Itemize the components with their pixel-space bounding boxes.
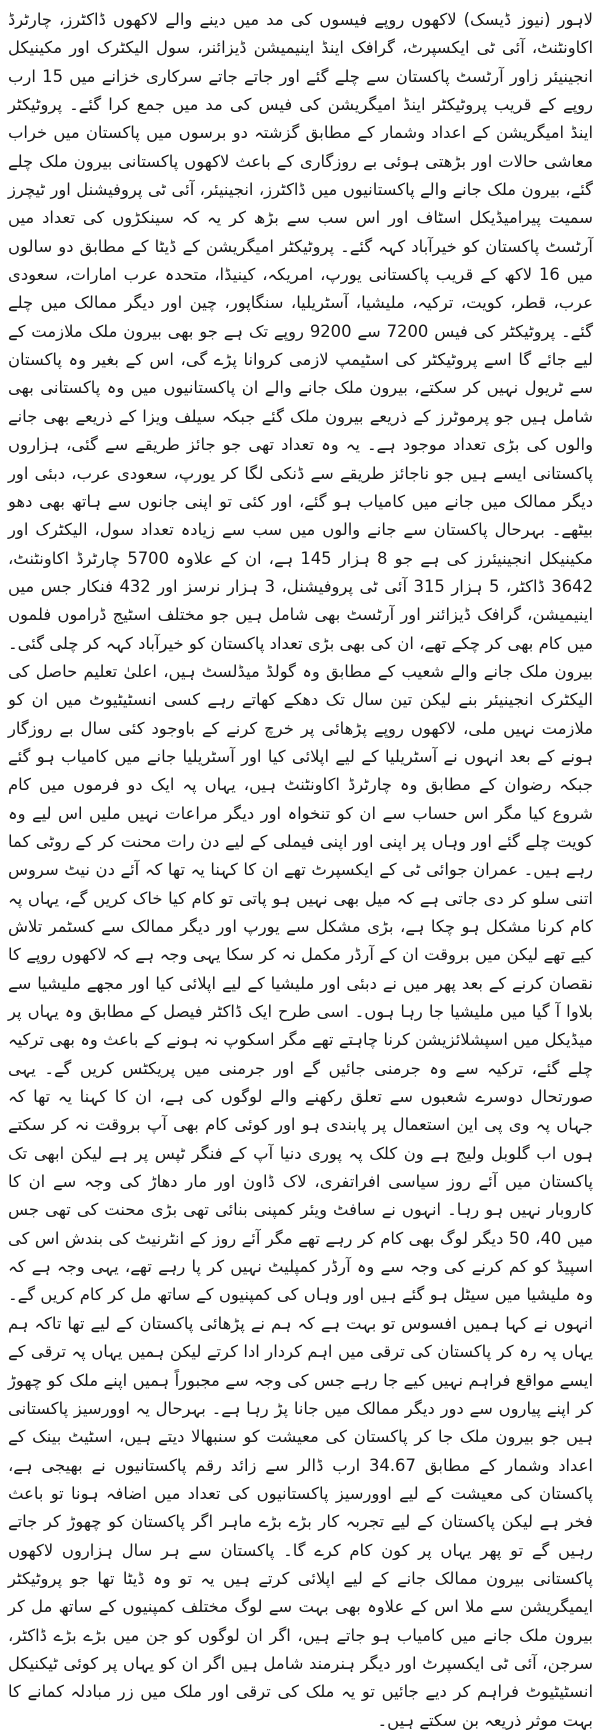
article-body: لاہور (نیوز ڈیسک) لاکھوں روپے فیسوں کی مد میں دینے والے لاکھوں ڈاکٹرز، چارٹرڈ اکاونٹنٹ، آئی ٹی ایکسپرٹ، گرافک اینڈ اینیمیشن ڈیزائنر، سول الیکٹرک اور مکینیکل انجینیئر زاور آرٹسٹ پاکستان سے چلے گئے اور جاتے جاتے سرکاری خزانے میں 15 ارب روپے کے قریب پروٹیکٹر اینڈ امیگریشن کی فیس کی مد میں جمع کرا گئے۔ پروٹیکٹر اینڈ امیگریشن کے اعداد وشمار کے مطابق گزشتہ دو برسوں میں پاکستان میں خراب معاشی حالات اور بڑھتی ہوئی بے روزگاری کے باعث لاکھوں پاکستانی بیرون ملک چلے گئے، بیرون ملک جانے والے پاکستانیوں میں ڈاکٹرز، انجینیئر، آئی ٹی پروفیشنل اور ٹیچرز سمیت پیرامیڈیکل اسٹاف اور اس سب سے بڑھ کر یہ کہ سینکڑوں کی تعداد میں آرٹسٹ پاکستان کو خیرآباد کہہ گئے۔ پروٹیکٹر امیگریشن کے ڈیٹا کے مطابق دو سالوں میں 16 لاکھ کے قریب پاکستانی یورپ، امریکہ، کینیڈا، متحدہ عرب امارات، سعودی عرب، قطر، کویت، ترکیہ، ملیشیا، آسٹریلیا، سنگاپور، چین اور دیگر ممالک میں چلے گئے۔ پروٹیکٹر کی فیس 7200 سے 9200 روپے تک ہے جو بھی بیرون ملک ملازمت کے لیے جائے گا اسے پروٹیکٹر کی اسٹیمپ لازمی کروانا پڑے گی، اس کے بغیر وہ پاکستان سے ٹریول نہیں کر سکتے، بیرون ملک جانے والے ان پاکستانیوں میں وہ پاکستانی بھی شامل ہیں جو پرموٹرز کے ذریعے بیرون ملک گئے جبکہ سیلف ویزا کے ذریعے بھی جانے والوں کی بڑی تعداد موجود ہے۔ یہ وہ تعداد تھی جو جائز طریقے سے گئی، ہزاروں پاکستانی ایسے ہیں جو ناجائز طریقے سے ڈنکی لگا کر یورپ، سعودی عرب، دبئی اور دیگر ممالک میں جانے میں کامیاب ہو گئے، اور کئی تو اپنی جانوں سے ہاتھ بھی دھو بیٹھے۔ بہرحال پاکستان سے جانے والوں میں سب سے زیادہ تعداد سول، الیکٹرک اور مکینیکل انجینیئرز کی ہے جو 8 ہزار 145 ہے، ان کے علاوہ 5700 چارٹرڈ اکاونٹنٹ، 3642 ڈاکٹر، 5 ہزار 315 آئی ٹی پروفیشنل، 3 ہزار نرسز اور 432 فنکار جس میں اینیمیشن، گرافک ڈیزائنر اور آرٹسٹ بھی شامل ہیں جو مختلف اسٹیج ڈراموں فلموں میں کام بھی کر چکے تھے، ان کی بھی بڑی تعداد پاکستان کو خیرآباد کہہ کر چلی گئی۔ بیرون ملک جانے والے شعیب کے مطابق وہ گولڈ میڈلسٹ ہیں، اعلیٰ تعلیم حاصل کی الیکٹرک انجینیئر بنے لیکن تین سال تک دھکے کھاتے رہے کسی انسٹیٹیوٹ میں ان کو ملازمت نہیں ملی، لاکھوں روپے پڑھائی پر خرچ کرنے کے باوجود کئی سال بے روزگار ہونے کے بعد انہوں نے آسٹریلیا کے لیے اپلائی کیا اور آسٹریلیا جانے میں کامیاب ہو گئے جبکہ رضوان کے مطابق وہ چارٹرڈ اکاونٹنٹ ہیں، یہاں پہ ایک دو فرموں میں کام شروع کیا مگر اس حساب سے ان کو تنخواہ اور دیگر مراعات نہیں ملیں اس لیے وہ کویت چلے گئے اور وہاں پر اپنی اور اپنی فیملی کے لیے دن رات محنت کر کے روٹی کما رہے ہیں۔ عمران جوائی ٹی کے ایکسپرٹ تھے ان کا کہنا یہ تھا کہ آئے دن نیٹ سروس اتنی سلو کر دی جاتی ہے کہ میل بھی نہیں ہو پاتی تو کام کیا خاک کریں گے، یہاں پہ کام کرنا مشکل ہو چکا ہے، بڑی مشکل سے یورپ اور دیگر ممالک سے کسٹمر تلاش کیے تھے لیکن میں بروقت ان کے آرڈر مکمل نہ کر سکا یہی وجہ ہے کہ لاکھوں روپے کا نقصان کرنے کے بعد پھر میں نے دبئی اور ملیشیا کے لیے اپلائی کیا اور مجھے ملیشیا سے بلاوا آ گیا میں ملیشیا جا رہا ہوں۔ اسی طرح ایک ڈاکٹر فیصل کے مطابق وہ یہاں پر میڈیکل میں اسپشلائزیشن کرنا چاہتے تھے مگر اسکوپ نہ ہونے کے باعث وہ بھی ترکیہ چلے گئے، ترکیہ سے وہ جرمنی جائیں گے اور جرمنی میں پریکٹس کریں گے۔ یہی صورتحال دوسرے شعبوں سے تعلق رکھنے والے لوگوں کی ہے، ان کا کہنا یہ تھا کہ جہاں پہ وی پی این استعمال پر پابندی ہو اور کوئی کام بھی آپ بروقت نہ کر سکتے ہوں اب گلوبل ولیج ہے ون کلک پہ پوری دنیا آپ کے فنگر ٹپس پر ہے لیکن ابھی تک پاکستان میں آئے روز سیاسی افراتفری، لاک ڈاون اور مار دھاڑ کی وجہ سے ان کا کاروبار نہیں ہو رہا۔ انہوں نے سافٹ ویئر کمپنی بنائی تھی بڑی محنت کی تھی جس میں 40، 50 دیگر لوگ بھی کام کر رہے تھے مگر آئے روز کے انٹرنیٹ کی بندش اس کی اسپیڈ کو کم کرنے کی وجہ سے وہ آرڈر کمپلیٹ نہیں کر پا رہے تھے، یہی وجہ ہے کہ وہ ملیشیا میں سیٹل ہو گئے ہیں اور وہاں کی کمپنیوں کے ساتھ مل کر کام کریں گے۔ انہوں نے کہا ہمیں افسوس تو بہت ہے کہ ہم نے پڑھائی پاکستان کے لیے تھا تاکہ ہم یہاں پہ رہ کر پاکستان کی ترقی میں اہم کردار ادا کرتے لیکن ہمیں یہاں پہ ترقی کے ایسے مواقع فراہم نہیں کیے جا رہے جس کی وجہ سے مجبوراً ہمیں اپنے ملک کو چھوڑ کر اپنے پیاروں سے دور دیگر ممالک میں جانا پڑ رہا ہے۔ بہرحال یہ اوورسیز پاکستانی ہیں جو بیرون ملک جا کر پاکستان کی معیشت کو سنبھالا دیتے ہیں، اسٹیٹ بینک کے اعداد وشمار کے مطابق 34.67 ارب ڈالر سے زائد رقم پاکستانیوں نے بھیجی ہے، پاکستان کی معیشت کے لیے اوورسیز پاکستانیوں کی تعداد میں اضافہ ہونا تو باعث فخر ہے لیکن پاکستان کے لیے تجربہ کار بڑے بڑے ماہر اگر پاکستان کو چھوڑ کر جاتے رہیں گے تو پھر یہاں پر کون کام کرے گا۔ پاکستان سے ہر سال ہزاروں لاکھوں پاکستانی بیرون ممالک جانے کے لیے اپلائی کرتے ہیں یہ تو وہ ڈیٹا تھا جو پروٹیکٹر ایمیگریشن سے ملا اس کے علاوہ بھی بہت سے لوگ مختلف کمپنیوں کے ساتھ مل کر بیرون ملک جانے میں کامیاب ہو جاتے ہیں، اگر ان لوگوں کو جن میں بڑے بڑے ڈاکٹر، سرجن، آئی ٹی ایکسپرٹ اور دیگر ہنرمند شامل ہیں اگر ان کو یہاں پر کوئی ٹیکنیکل انسٹیٹیوٹ فراہم کر دیے جائیں تو یہ ملک کی ترقی اور ملک میں زر مبادلہ کمانے کا بہت موثر ذریعہ بن سکتے ہیں۔ (8, 10, 594, 1730)
